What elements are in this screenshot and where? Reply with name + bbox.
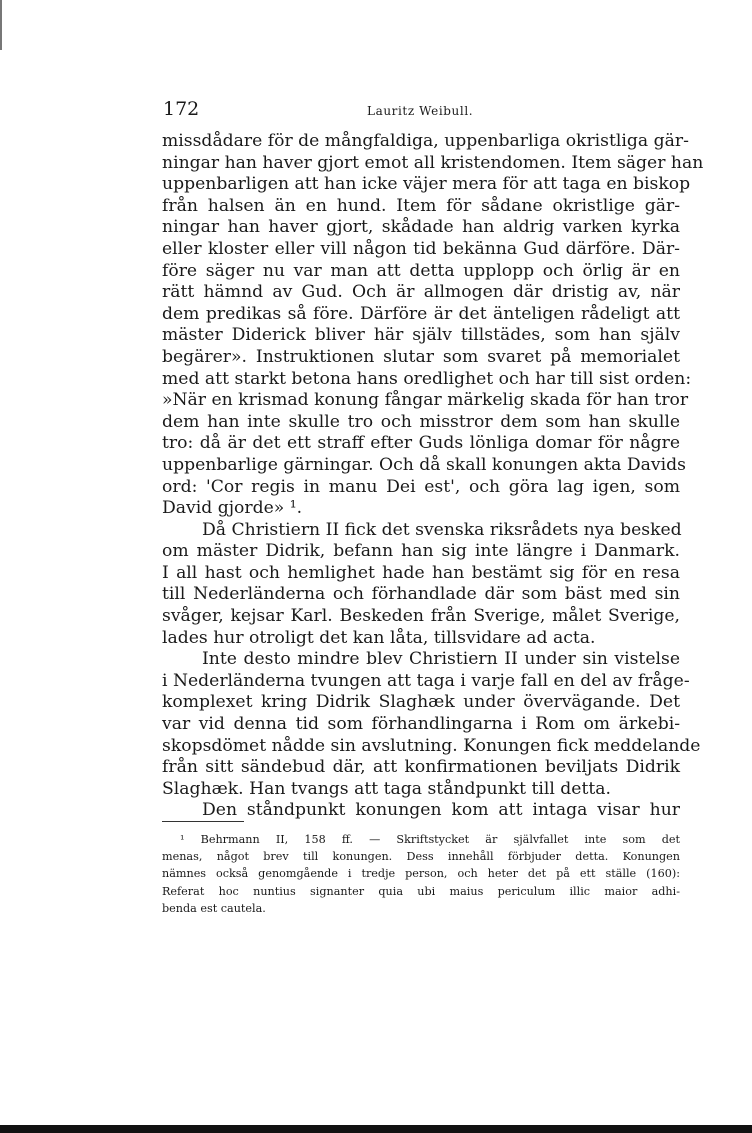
body-line: före säger nu var man att detta upplopp och örlig är en: [162, 260, 680, 281]
body-line: Slaghæk. Han tvangs att taga ståndpunkt till detta.: [162, 778, 611, 799]
scan-bottom-edge: [0, 1125, 752, 1133]
body-line: rätt hämnd av Gud. Och är allmogen där dristig av, när: [162, 282, 680, 303]
body-text: [162, 131, 704, 822]
body-line: med att starkt betona hans oredlighet och har till sist orden:: [162, 368, 692, 389]
body-line: lades hur otroligt det kan låta, tillsvidare ad acta.: [162, 627, 596, 648]
body-line: ord: 'Cor regis in manu Dei est', och göra lag igen, som: [162, 476, 680, 497]
footnote-line: Referat hoc nuntius signanter quia ubi maius periculum illic maior adhi-: [162, 884, 680, 898]
body-line: uppenbarlige gärningar. Och då skall konungen akta Davids: [162, 454, 686, 475]
body-line: i Nederländerna tvungen att taga i varje fall en del av fråge-: [162, 670, 690, 691]
page-number: 172: [163, 98, 200, 120]
body-line: missdådare för de mångfaldiga, uppenbarliga okristliga gär-: [162, 131, 689, 151]
footnote: [162, 831, 680, 917]
body-line: om mäster Didrik, befann han sig inte längre i Danmark.: [162, 541, 680, 562]
scan-edge-rule: [0, 0, 2, 50]
body-line: Då Christiern II fick det svenska riksrådets nya besked: [202, 519, 682, 540]
body-line: från halsen än en hund. Item för sådane okristlige gär-: [162, 195, 680, 216]
body-line: Inte desto mindre blev Christiern II under sin vistelse: [202, 649, 680, 670]
body-line: till Nederländerna och förhandlade där som bäst med sin: [162, 584, 680, 605]
body-line: var vid denna tid som förhandlingarna i Rom om ärkebi-: [162, 714, 680, 735]
footnote-line: benda est cautela.: [162, 901, 266, 915]
body-line: David gjorde» ¹.: [162, 498, 303, 519]
body-line: eller kloster eller vill någon tid bekänna Gud därföre. Där-: [162, 238, 680, 259]
body-line: tro: då är det ett straff efter Guds lönliga domar för någre: [162, 433, 680, 454]
footnote-rule: [162, 821, 244, 822]
footnote-line: menas, något brev till konungen. Dess innehåll förbjuder detta. Konungen: [162, 850, 680, 864]
body-line: skopsdömet nådde sin avslutning. Konungen fick meddelande: [162, 735, 701, 756]
body-line: från sitt sändebud där, att konfirmationen beviljats Didrik: [162, 757, 680, 778]
body-line: ningar han haver gjort emot all kristendomen. Item säger han: [162, 152, 704, 173]
body-line: svåger, kejsar Karl. Beskeden från Sverige, målet Sverige,: [162, 606, 680, 627]
body-line: uppenbarligen att han icke väjer mera för att taga en biskop: [162, 174, 691, 195]
body-line: dem han inte skulle tro och misstror dem som han skulle: [162, 411, 680, 432]
body-line: begärer». Instruktionen slutar som svaret på memorialet: [162, 346, 680, 367]
body-line: mäster Diderick bliver här själv tillstädes, som han själv: [162, 325, 680, 346]
body-line: I all hast och hemlighet hade han bestämt sig för en resa: [162, 562, 680, 583]
footnote-line: nämnes också genomgående i tredje person, och heter det på ett ställe (160):: [162, 867, 680, 881]
body-line: dem predikas så före. Därföre är det änteligen rådeligt att: [162, 303, 680, 324]
body-line: Den ståndpunkt konungen kom att intaga visar hur: [202, 800, 680, 821]
body-line: ningar han haver gjort, skådade han aldrig varken kyrka: [162, 217, 680, 238]
body-line: »När en krismad konung fångar märkelig skada för han tror: [162, 390, 689, 411]
running-head: Lauritz Weibull.: [367, 104, 474, 118]
body-line: komplexet kring Didrik Slaghæk under övervägande. Det: [162, 692, 680, 713]
footnote-line: ¹ Behrmann II, 158 ff. — Skriftstycket är självfallet inte som det: [180, 833, 680, 846]
